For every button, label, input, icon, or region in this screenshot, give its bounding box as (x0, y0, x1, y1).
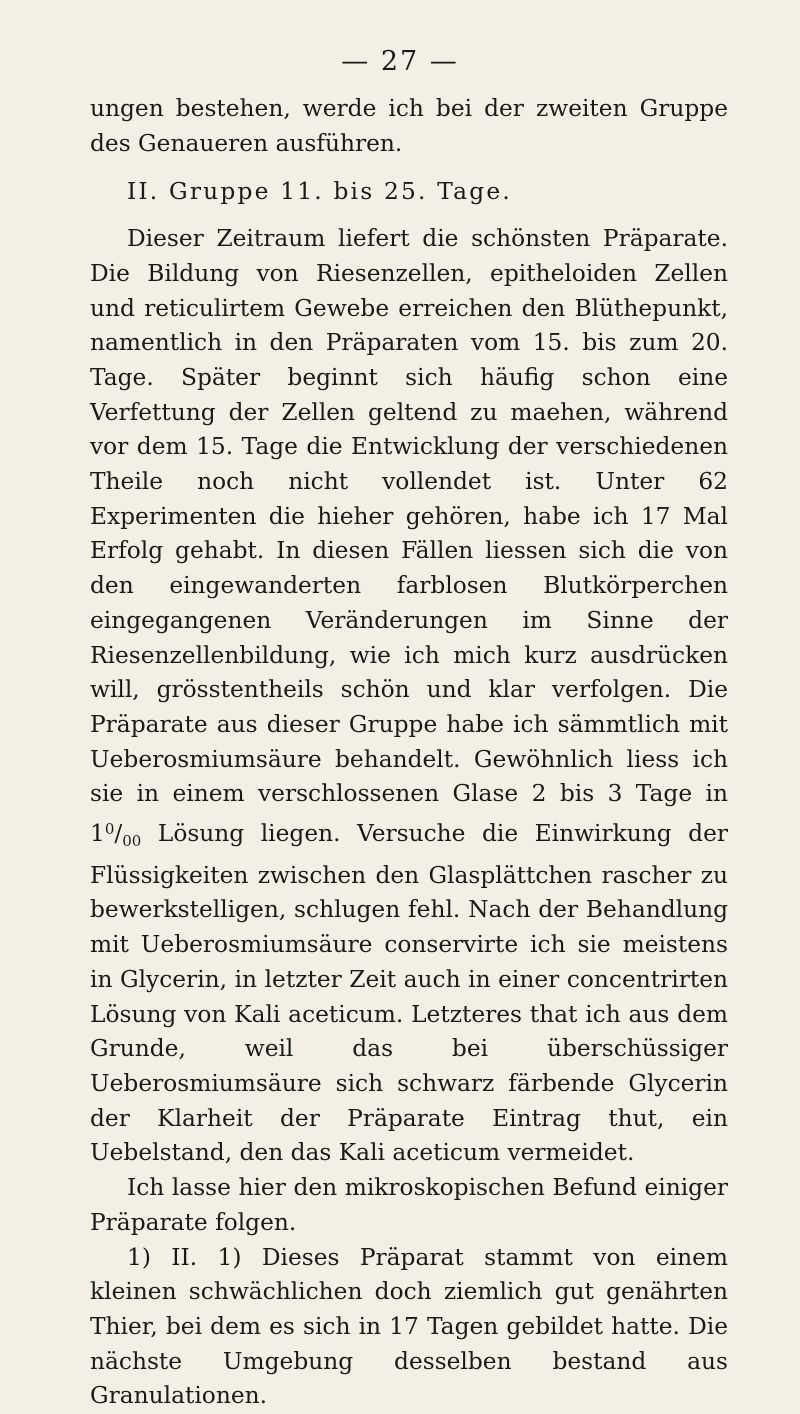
page-number: — 27 — (0, 46, 800, 77)
paragraph-1 (90, 222, 728, 1171)
concentration-unit-top: 0 (105, 820, 115, 838)
concentration-slash: / (114, 820, 122, 847)
opening-paragraph: ungen bestehen, werde ich bei der zweiten Gruppe des Genaueren ausführen. (90, 92, 728, 161)
text-block (90, 92, 728, 1414)
concentration-value: 1 (90, 820, 105, 847)
paragraph-1-start: Dieser Zeitraum liefert die schönsten Präparate. Die Bildung von Riesenzellen, epitheloiden Zellen und reticulirtem Gewebe erreichen den Blüthepunkt, namentlich in den Präparaten vom 15. bis zum 20. Tage. Später beginnt sich häufig schon eine Verfettung der Zellen geltend zu maehen, während vor dem 15. Tage die Entwicklung der verschiedenen Theile noch nicht vollendet ist. Unter 62 Experimenten die hieher gehören, habe ich 17 Mal Erfolg gehabt. In diesen Fällen liessen sich die von den eingewanderten farblosen Blutkörperchen eingegangenen Veränderungen im Sinne der Riesenzellenbildung, wie ich mich kurz ausdrücken will, grösstentheils schön und klar verfolgen. Die Präparate aus dieser Gruppe habe ich sämmtlich mit Ueberosmiumsäure behandelt. Gewöhnlich liess ich sie in einem verschlossenen Glase 2 bis 3 Tage in (90, 225, 728, 807)
paragraph-2: Ich lasse hier den mikroskopischen Befund einiger Präparate folgen. (90, 1171, 728, 1240)
section-heading: II. Gruppe 11. bis 25. Tage. (90, 175, 728, 210)
concentration-unit-bottom: 00 (122, 832, 141, 850)
paragraph-1-end: Lösung liegen. Versuche die Einwirkung der Flüssigkeiten zwischen den Glasplättchen rascher zu bewerkstelligen, schlugen fehl. Nach der Behandlung mit Ueberosmiumsäure conservirte ich sie meistens in Glycerin, in letzter Zeit auch in einer concentrirten Lösung von Kali aceticum. Letzteres that ich aus dem Grunde, weil das bei überschüssiger Ueberosmiumsäure sich schwarz färbende Glycerin der Klarheit der Präparate Eintrag thut, ein Uebelstand, den das Kali aceticum vermeidet. (90, 820, 728, 1166)
paragraph-3: 1) II. 1) Dieses Präparat stammt von einem kleinen schwächlichen doch ziemlich gut genährten Thier, bei dem es sich in 17 Tagen gebildet hatte. Die nächste Umgebung desselben bestand aus Granulationen. (90, 1241, 728, 1414)
